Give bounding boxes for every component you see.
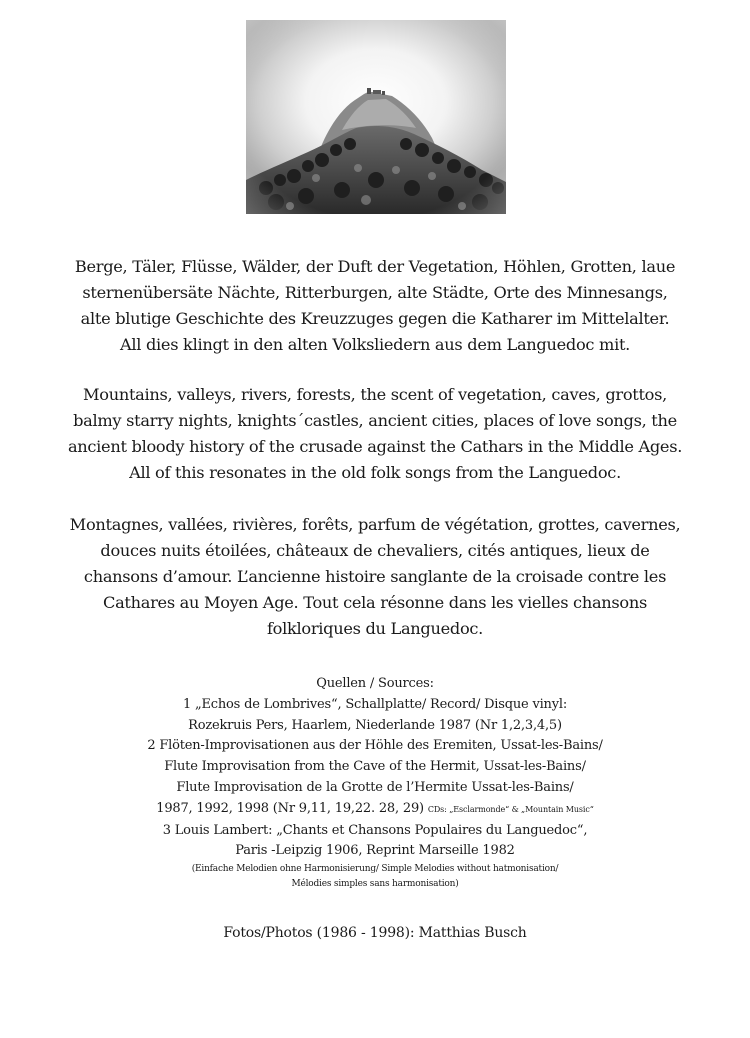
- source-note: Mélodies simples sans harmonisation): [291, 879, 459, 890]
- paragraph-german-line: Berge, Täler, Flüsse, Wälder, der Duft der Vegetation, Höhlen, Grotten, laue: [74, 257, 676, 276]
- paragraph-french-line: folkloriques du Languedoc.: [266, 619, 484, 638]
- castle-mountain-photo: [246, 20, 506, 214]
- source-line: Paris -Leipzig 1906, Reprint Marseille 1982: [235, 843, 515, 859]
- source-line: Flute Improvisation de la Grotte de l’Hermite Ussat-les-Bains/: [176, 779, 574, 795]
- source-line: 1987, 1992, 1998 (Nr 9,11, 19,22. 28, 29): [156, 800, 424, 816]
- paragraph-german-line: alte blutige Geschichte des Kreuzzuges gegen die Katharer im Mittelalter.: [80, 309, 670, 328]
- source-line-cds: [40, 799, 710, 821]
- paragraph-french: [40, 512, 710, 642]
- paragraph-french-line: Montagnes, vallées, rivières, forêts, parfum de végétation, grottes, cavernes,: [69, 515, 681, 534]
- source-note: (Einfache Melodien ohne Harmonisierung/ Simple Melodies without hatmonisation/: [191, 864, 559, 875]
- photo-credit: Fotos/Photos (1986 - 1998): Matthias Busch: [223, 925, 527, 941]
- paragraph-french-line: Cathares au Moyen Age. Tout cela résonne dans les vielles chansons: [102, 593, 648, 612]
- paragraph-german-line: sternenübersäte Nächte, Ritterburgen, alte Städte, Orte des Minnesangs,: [82, 283, 668, 302]
- paragraph-german-line: All dies klingt in den alten Volksliedern aus dem Languedoc mit.: [120, 335, 630, 354]
- castle-mountain-photo-image: [246, 20, 506, 214]
- paragraph-english-line: ancient bloody history of the crusade against the Cathars in the Middle Ages.: [67, 437, 683, 456]
- paragraph-german: [40, 254, 710, 358]
- sources-section: [40, 674, 710, 892]
- source-line: 2 Flöten-Improvisationen aus der Höhle des Eremiten, Ussat-les-Bains/: [147, 738, 603, 754]
- source-line: 1 „Echos de Lombrives“, Schallplatte/ Record/ Disque vinyl:: [182, 696, 568, 712]
- paragraph-english-line: Mountains, valleys, rivers, forests, the scent of vegetation, caves, grottos,: [83, 385, 667, 404]
- paragraph-english-line: balmy starry nights, knights´castles, ancient cities, places of love songs, the: [73, 411, 677, 430]
- paragraph-french-line: chansons d’amour. L’ancienne histoire sanglante de la croisade contre les: [83, 567, 667, 586]
- paragraph-french-line: douces nuits étoilées, châteaux de chevaliers, cités antiques, lieux de: [100, 541, 650, 560]
- paragraph-english-line: All of this resonates in the old folk songs from the Languedoc.: [129, 463, 621, 482]
- source-line: Flute Improvisation from the Cave of the Hermit, Ussat-les-Bains/: [164, 759, 586, 775]
- source-line: 3 Louis Lambert: „Chants et Chansons Populaires du Languedoc“,: [162, 822, 588, 838]
- source-cds-note: CDs: „Esclarmonde“ & „Mountain Music“: [427, 804, 594, 814]
- sources-heading: Quellen / Sources:: [316, 676, 434, 691]
- paragraph-english: [40, 382, 710, 486]
- source-line: Rozekruis Pers, Haarlem, Niederlande 1987 (Nr 1,2,3,4,5): [188, 717, 562, 733]
